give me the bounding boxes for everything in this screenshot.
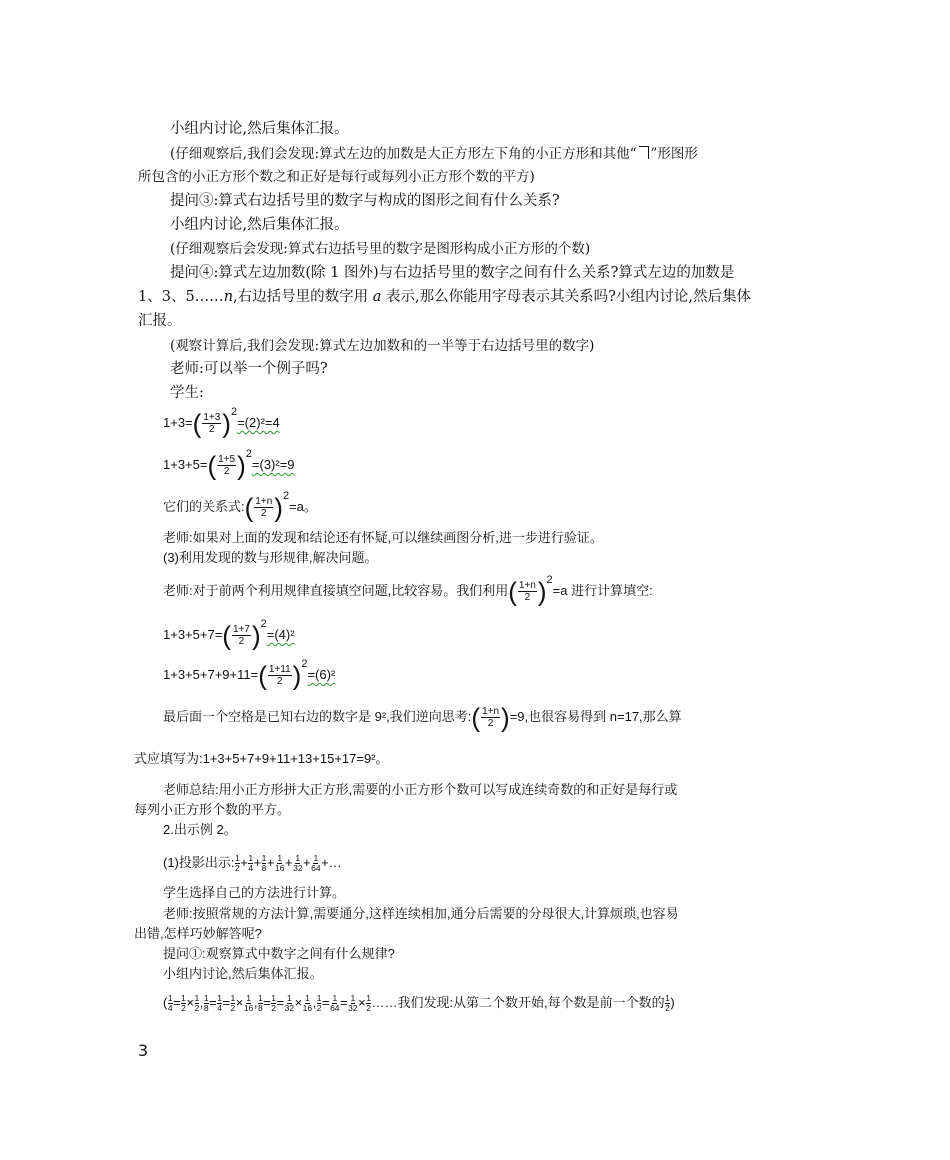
paragraph: 出错,怎样巧妙解答呢?: [134, 926, 262, 941]
paragraph: 2.出示例 2。: [163, 822, 237, 837]
fraction: $\frac{1}{32}$: [293, 853, 303, 874]
paragraph: 小组内讨论,然后集体汇报。: [170, 217, 349, 233]
fraction: $\frac{1}{8}$: [257, 993, 263, 1014]
paragraph: 老师总结:用小正方形拼大正方形,需要的小正方形个数可以写成连续奇数的和正好是每行或: [163, 782, 678, 797]
paragraph: 老师:可以举一个例子吗?: [170, 361, 328, 377]
paragraph: 每列小正方形个数的平方。: [134, 802, 291, 817]
fraction: $\frac{1}{16}$: [302, 993, 313, 1014]
fraction: $\frac{1}{8}$: [261, 853, 267, 874]
fraction: $\frac{1}{64}$: [330, 993, 340, 1014]
fraction: $\frac{1}{2}$: [194, 993, 200, 1014]
fraction: $\frac{1}{4}$: [217, 993, 222, 1014]
fraction: $\frac{1}{64}$: [311, 853, 321, 874]
fraction: $\frac{1}{4}$: [248, 853, 254, 874]
paragraph: 式应填写为:1+3+5+7+9+11+13+15+17=9²。: [134, 751, 389, 766]
paragraph: 汇报。: [138, 313, 182, 329]
paragraph: 提问④:算式左边加数(除 1 图外)与右边括号里的数字之间有什么关系?算式左边的加数是: [170, 265, 735, 281]
fraction: $\frac{1}{32}$: [348, 993, 358, 1014]
equation: 1+3+5=( $\frac{1+5}{2}$ )$^2$=(3)²=9: [163, 448, 295, 481]
equation: (1)投影出示: $\frac{1}{2}$ + $\frac{1}{4}$ + $\frac{1}{8}$ + $\frac{1}{16}$ + $\frac{1}{32}$ + $\frac{1}{64}$ +…: [163, 853, 342, 874]
fraction: $\frac{1}{2}$: [271, 993, 276, 1014]
corner-shape-icon: [639, 146, 649, 159]
equation: ( $\frac{1}{4}$ = $\frac{1}{2}$ × $\frac{1}{2}$ , $\frac{1}{8}$ = $\frac{1}{4}$ = $\frac{1}{2}$ × $\frac{1}{16}$ , $\frac{1}{8}$ = $\frac{1}{2}$ = $\frac{1}{32}$ × $\frac{1}{16}$ , $\frac{1}{2}$ = $\frac{1}{64}$ = $\frac{1}{32}$ × $\frac{1}{2}$ ……我们发现:从第二个数开始,每个数是前一个数的 $\frac{1}{2}$ ): [163, 993, 675, 1014]
page-number: 3: [138, 1041, 149, 1060]
paragraph: 学生:: [170, 385, 204, 401]
paragraph: 所包含的小正方形个数之和正好是每行或每列小正方形个数的平方): [138, 169, 535, 185]
fraction: $\frac{1}{2}$: [316, 993, 322, 1014]
fraction: $\frac{1}{4}$: [167, 993, 173, 1014]
paragraph: 老师:按照常规的方法计算,需要通分,这样连续相加,通分后需要的分母很大,计算烦琐,也容易: [163, 906, 679, 921]
fraction: $\frac{1}{32}$: [284, 993, 295, 1014]
paragraph: (仔细观察后,我们会发现:算式左边的加数是大正方形左下角的小正方形和其他“ ”形图形: [170, 146, 698, 162]
fraction: $\frac{1}{16}$: [243, 993, 254, 1014]
paragraph: 老师:对于前两个利用规律直接填空问题,比较容易。我们利用( $\frac{1+n}{2}$ )$^2$=a 进行计算填空:: [163, 574, 653, 607]
equation: 1+3=( $\frac{1+3}{2}$ )$^2$=(2)²=4: [163, 406, 280, 439]
paragraph: 最后面一个空格是已知右边的数字是 9²,我们逆向思考:( $\frac{1+n}{2}$ )=9,也很容易得到 n=17,那么算: [163, 702, 682, 733]
paragraph: 小组内讨论,然后集体汇报。: [163, 966, 323, 981]
paragraph: 老师:如果对上面的发现和结论还有怀疑,可以继续画图分析,进一步进行验证。: [163, 530, 603, 545]
fraction: $\frac{1}{16}$: [275, 853, 285, 874]
equation: 1+3+5+7=( $\frac{1+7}{2}$ )$^2$=(4)²: [163, 618, 295, 651]
equation: 它们的关系式:( $\frac{1+n}{2}$ )$^2$=a。: [163, 490, 317, 523]
paragraph: 1、3、5……n,右边括号里的数字用 a 表示,那么你能用字母表示其关系吗?小组内讨论,然后集体: [138, 289, 752, 305]
paragraph: (3)利用发现的数与形规律,解决问题。: [163, 550, 378, 565]
fraction: $\frac{1}{2}$: [235, 853, 240, 874]
fraction: $\frac{1}{8}$: [203, 993, 209, 1014]
paragraph: 提问③:算式右边括号里的数字与构成的图形之间有什么关系?: [170, 193, 560, 209]
paragraph: (仔细观察后会发现:算式右边括号里的数字是图形构成小正方形的个数): [170, 241, 591, 257]
fraction: $\frac{1}{2}$: [230, 993, 236, 1014]
fraction: $\frac{1}{2}$: [181, 993, 186, 1014]
fraction: $\frac{1}{2}$: [366, 993, 371, 1014]
paragraph: 提问①:观察算式中数字之间有什么规律?: [163, 946, 395, 961]
paragraph: (观察计算后,我们会发现:算式左边加数和的一半等于右边括号里的数字): [170, 338, 595, 354]
paragraph: 学生选择自己的方法进行计算。: [163, 885, 346, 900]
paragraph: 小组内讨论,然后集体汇报。: [170, 121, 349, 137]
equation: 1+3+5+7+9+11=( $\frac{1+11}{2}$ )$^2$=(6)²: [163, 658, 336, 691]
